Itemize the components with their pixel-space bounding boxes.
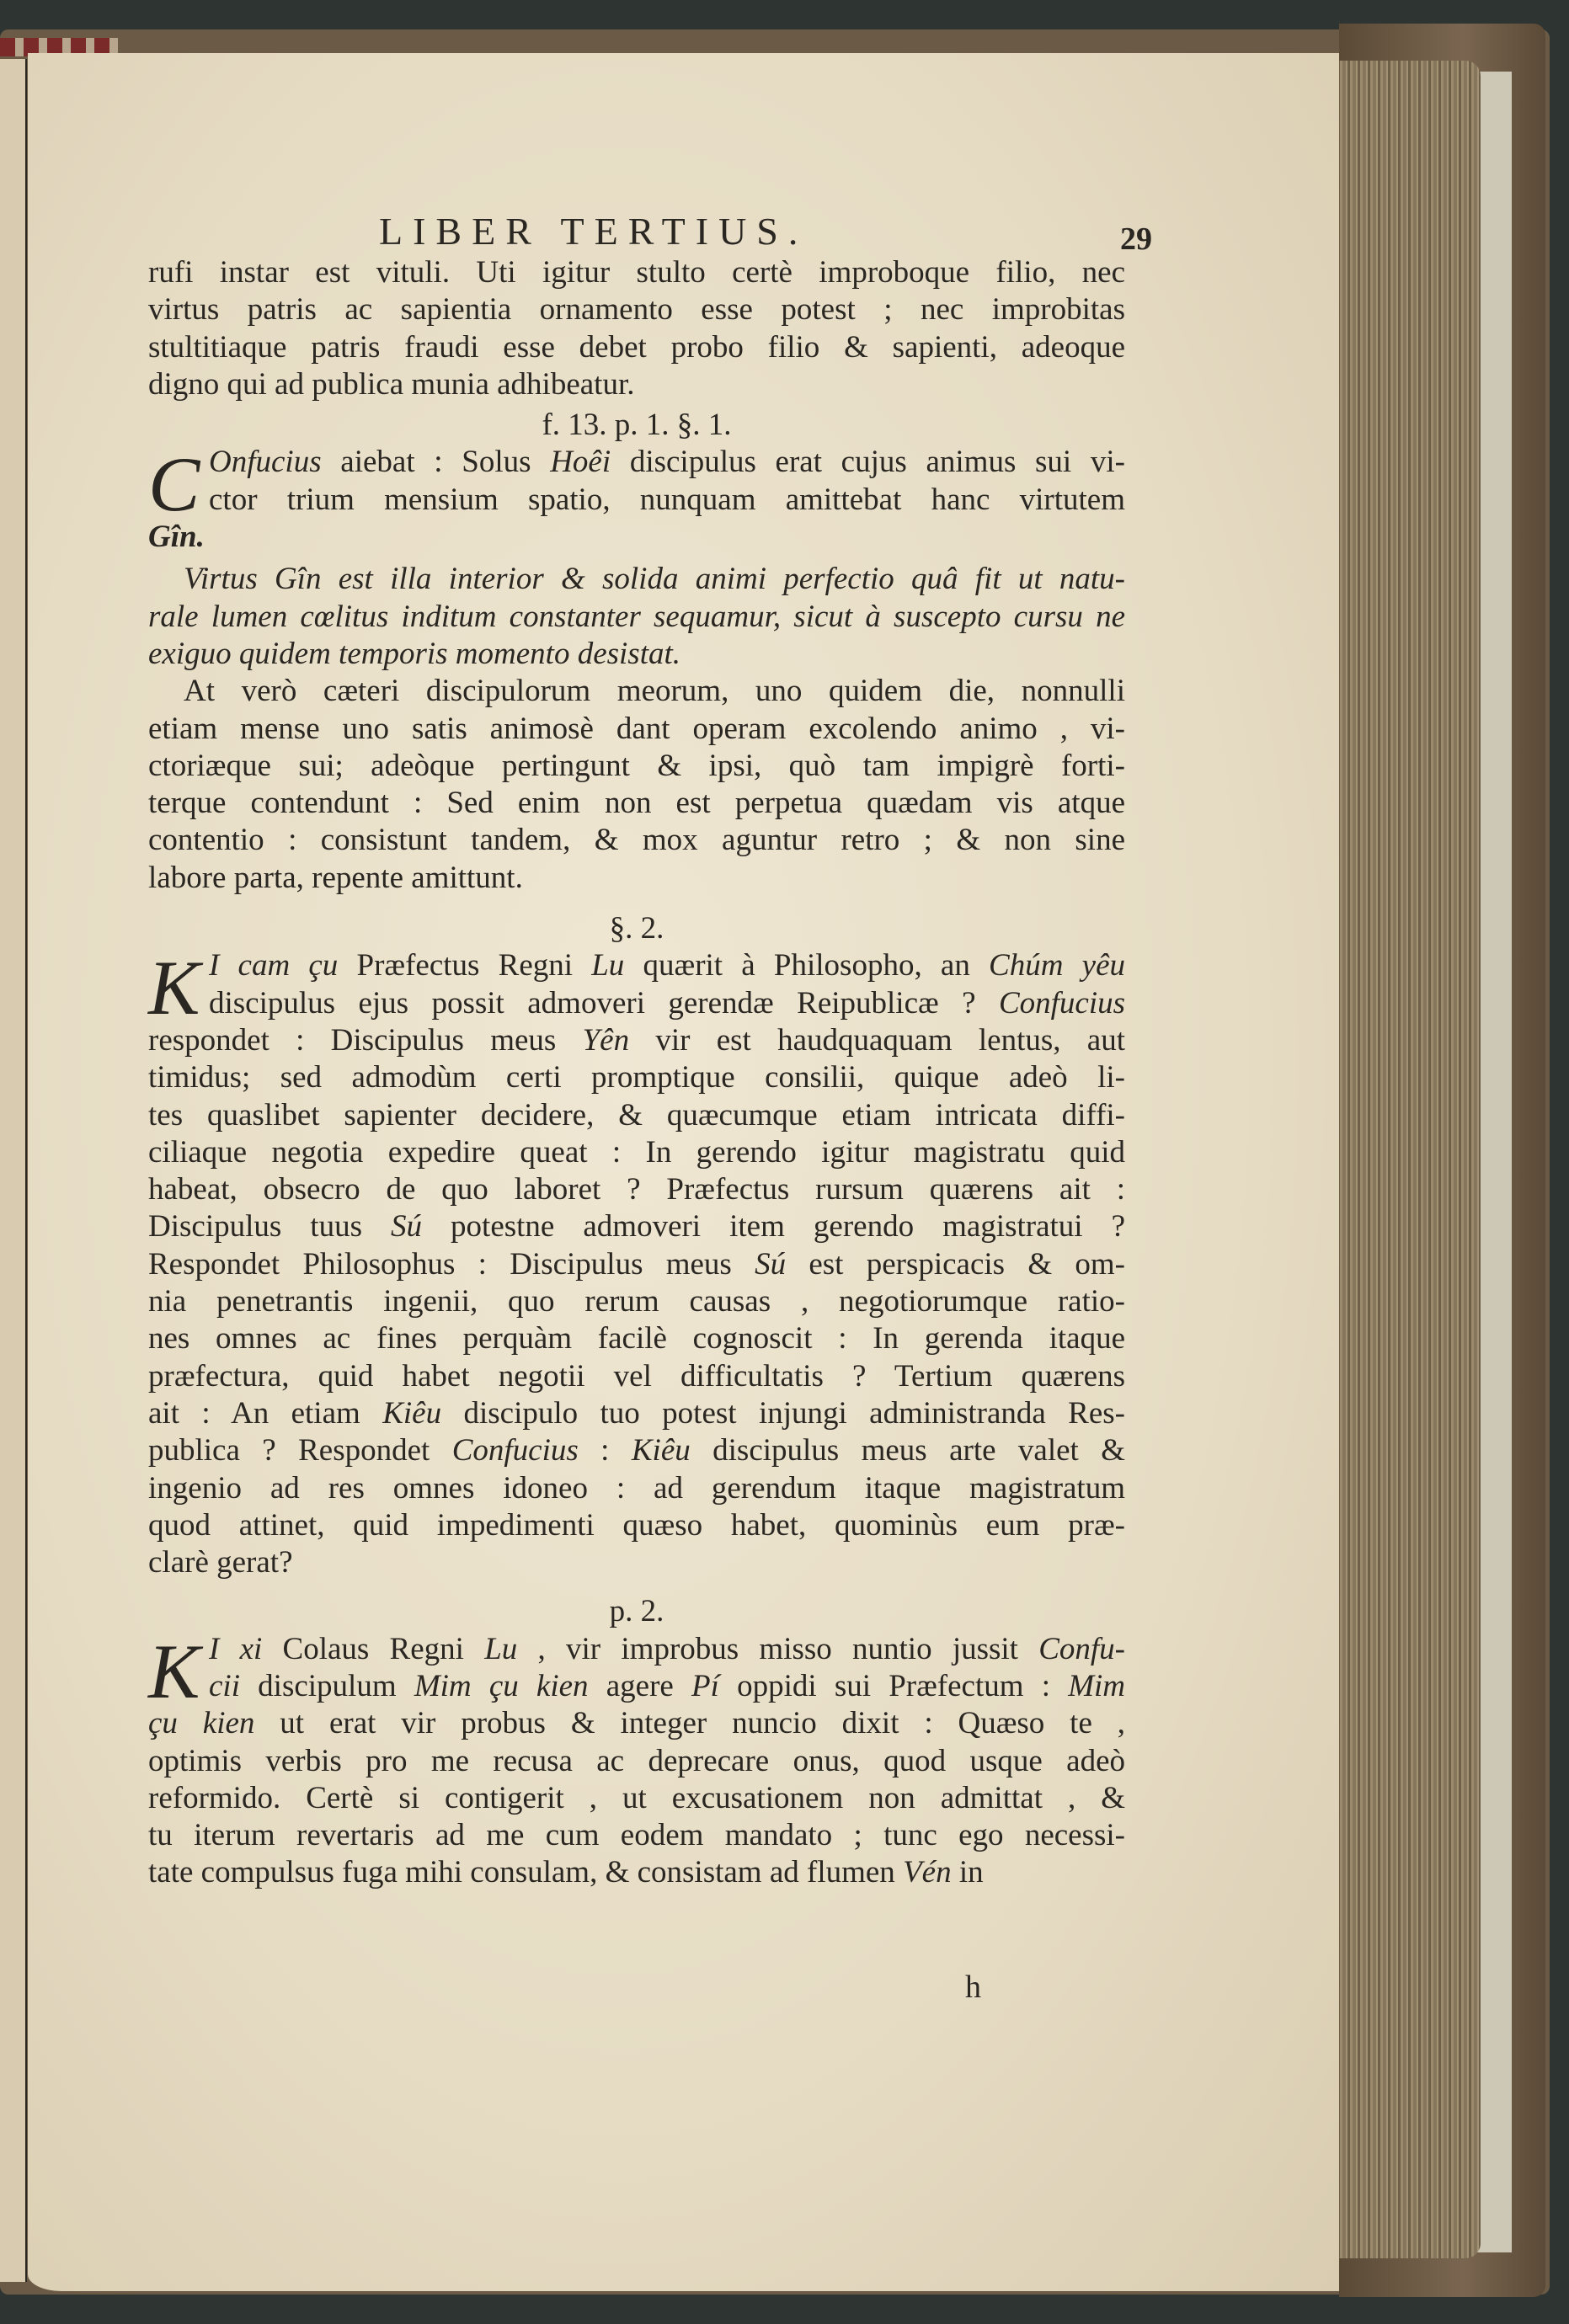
text-line [148,1854,1125,1891]
name-italic: I cam çu [209,948,339,983]
text-line [148,1631,1125,1668]
text-line [148,1705,1125,1742]
name-italic: Confucius [451,1433,579,1468]
text-line [148,1743,1125,1780]
section-reference: f. 13. p. 1. §. 1. [542,408,732,443]
section-reference: §. 2. [609,911,664,946]
text-run: Colaus Regni [262,1631,485,1666]
text-run: reformido. Certè si contigerit , ut excusationem non admittat , & [148,1780,1125,1815]
text-run: quod attinet, quid impedimenti quæso habet, quominùs eum præ- [148,1507,1125,1543]
text-line [148,947,1125,984]
text-run: discipulus meus arte valet & [690,1433,1126,1468]
text-line: digno qui ad publica munia adhibeatur. [148,366,635,402]
page-body [148,254,1125,1892]
text-line [148,1780,1125,1817]
text-line: terque contendunt : Sed enim non est perpetua quædam vis atque [148,786,1125,821]
text-run: habeat, obsecro de quo laboret ? Præfectus rursum quærens ait : [148,1172,1125,1207]
drop-cap: C [148,441,200,528]
text-run: discipulus ejus possit admoveri gerendæ Reipublicæ ? [209,985,999,1021]
text-run: potestne admoveri item gerendo magistratui ? [422,1209,1125,1245]
name-italic: Kiêu [631,1433,691,1468]
text-line [148,1283,1125,1320]
signature-mark: h [965,1970,981,2005]
text-line [148,1059,1125,1096]
text-line [148,1134,1125,1171]
paragraph-commentary [148,561,1125,673]
name-italic: Pí [691,1668,719,1703]
paragraph-disciples [148,673,1125,897]
text-line [148,1507,1125,1544]
text-run: ingenio ad res omnes idoneo : ad gerendum itaque magistratum [148,1470,1125,1506]
text-line: stultitiaque patris fraudi esse debet probo filio & sapienti, adeoque [148,329,1125,365]
text-run: : [578,1433,632,1468]
text-line [148,1470,1125,1507]
paragraph-prefect [148,947,1125,1581]
paragraph-continuation [148,254,1125,403]
name-italic: çu kien [148,1706,255,1741]
text-run: optimis verbis pro me recusa ac deprecare onus, quod usque adeò [148,1743,1125,1778]
text-run: respondet : Discipulus meus [148,1022,583,1058]
text-line [148,1395,1125,1432]
text-line [148,1320,1125,1357]
text-run: Respondet Philosophus : Discipulus meus [148,1246,755,1282]
text-line: Virtus Gîn est illa interior & solida animi perfectio quâ fit ut natu- [184,562,1125,597]
text-line: rufi instar est vituli. Uti igitur stulto certè improboque filio, nec [148,255,1125,290]
text-line [148,1358,1125,1395]
name-italic: Lu [591,948,625,983]
text-run: discipulum [239,1668,414,1703]
text-line: labore parta, repente amittunt. [148,860,523,895]
text-line [148,1097,1125,1134]
text-line [148,985,1125,1022]
text-run: præfectura, quid habet negotii vel difficultatis ? Tertium quærens [148,1358,1125,1394]
name-italic: cii [209,1668,240,1703]
running-head: LIBER TERTIUS. [379,210,809,253]
text-line: virtus patris ac sapientia ornamento esse potest ; nec improbitas [148,292,1125,328]
text-line: etiam mense uno satis animosè dant operam excolendo animo , vi- [148,711,1125,746]
text-run: nia penetrantis ingenii, quo rerum causas , negotiorumque ratio- [148,1284,1125,1319]
name-italic: Hoêi [550,445,611,480]
text-line [148,1432,1125,1469]
text-run: quærit à Philosopho, an [624,948,990,983]
text-line: exiguo quidem temporis momento desistat. [148,636,680,671]
text-run: tu iterum revertaris ad me cum eodem mandato ; tunc ego necessi- [148,1818,1125,1853]
drop-cap: K [148,945,200,1031]
name-italic: Confucius [998,985,1125,1021]
text-line [148,1022,1125,1059]
name-italic: Lu [484,1631,518,1666]
text-run: timidus; sed admodùm certi promptique consilii, quique adeò li- [148,1060,1125,1095]
text-line [148,1817,1125,1854]
section-reference: p. 2. [609,1594,664,1629]
name-italic: Sú [755,1246,787,1282]
text-line [148,1208,1125,1245]
name-italic: Sú [391,1209,423,1245]
name-italic: Mim çu kien [414,1668,589,1703]
text-run: discipulo tuo potest injungi administranda Res- [441,1395,1126,1431]
name-italic: Onfucius [209,445,322,480]
text-run: discipulus erat cujus animus sui vi- [611,445,1125,480]
text-run: vir est haudquaquam lentus, aut [629,1022,1125,1058]
name-italic: Yên [582,1022,630,1058]
text-run: Præfectus Regni [338,948,592,983]
page-number: 29 [1120,221,1152,257]
text-run: tes quaslibet sapienter decidere, & quæcumque etiam intricata diffi- [148,1097,1125,1133]
page-edges [1337,61,1481,2258]
text-run: oppidi sui Præfectum : [718,1668,1069,1703]
text-run: clarè gerat? [148,1545,293,1580]
text-run: tate compulsus fuga mihi consulam, & consistam ad flumen [148,1855,904,1890]
text-line [148,1668,1125,1705]
text-line: ctoriæque sui; adeòque pertingunt & ipsi, quò tam impigrè forti- [148,748,1125,783]
name-italic: Confu- [1038,1631,1125,1666]
paragraph-colaus [148,1628,1126,1892]
text-run: agere [588,1668,692,1703]
text-run: ait : An etiam [148,1395,383,1431]
name-italic: Chúm yêu [989,948,1125,983]
text-run: publica ? Respondet [148,1433,452,1468]
paragraph-confucius [148,441,1125,556]
text-run: nes omnes ac fines perquàm facilè cognoscit : In gerenda itaque [148,1321,1125,1357]
drop-cap: K [148,1628,200,1714]
text-line [148,1246,1125,1283]
text-line [148,1544,1125,1581]
text-line: contentio : consistunt tandem, & mox aguntur retro ; & non sine [148,823,1125,858]
name-italic: Mim [1068,1668,1126,1703]
left-page-edge [0,59,27,2282]
text-line [148,1171,1125,1208]
text-line [148,444,1125,481]
text-run: , vir improbus misso nuntio jussit [517,1631,1039,1666]
name-italic: I xi [209,1631,263,1666]
text-line: ctor trium mensium spatio, nunquam amittebat hanc virtutem [209,482,1125,517]
text-run: Discipulus tuus [148,1209,392,1245]
text-line: At verò cæteri discipulorum meorum, uno quidem die, nonnulli [184,674,1125,709]
name-italic: Vén [903,1855,952,1890]
text-run: aiebat : Solus [321,445,551,480]
text-line: Gîn. [148,520,205,555]
name-italic: Kiêu [382,1395,442,1431]
text-line: rale lumen cœlitus inditum constanter sequamur, sicut à suscepto cursu ne [148,599,1125,634]
text-run: ciliaque negotia expedire queat : In gerendo igitur magistratu quid [148,1134,1125,1170]
text-run: in [951,1855,984,1890]
text-run: est perspicacis & om- [786,1246,1125,1282]
text-run: ut erat vir probus & integer nuncio dixit : Quæso te , [254,1706,1126,1741]
